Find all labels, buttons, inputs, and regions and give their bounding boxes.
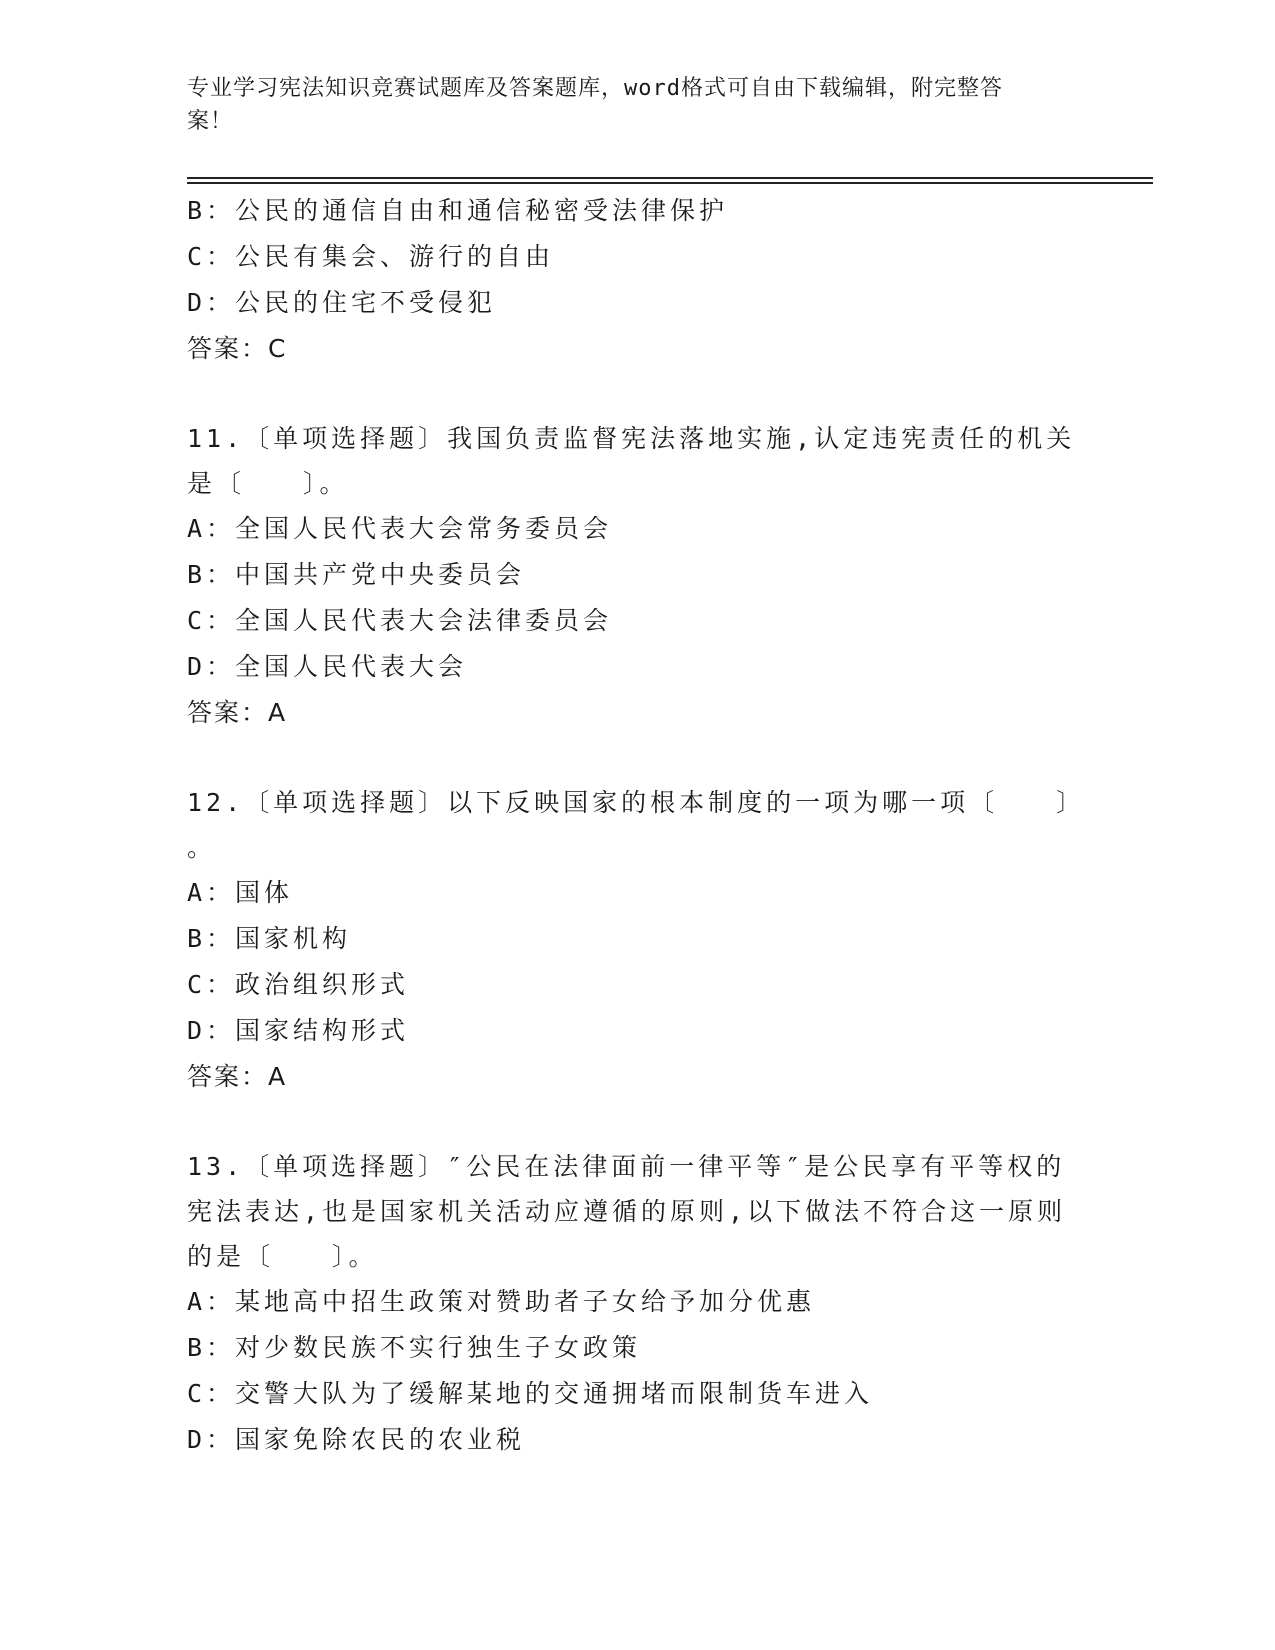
question-block-11 [187, 416, 1087, 736]
option-a: A：全国人民代表大会常务委员会 [187, 514, 613, 543]
header-line-2: 案！ [187, 109, 234, 134]
question-text-line: 是〔 〕。 [187, 469, 349, 498]
option-b: B：公民的通信自由和通信秘密受法律保护 [187, 196, 729, 225]
question-block-12 [187, 780, 1087, 1100]
question-block-10 [187, 188, 1087, 372]
option-d: D：国家结构形式 [187, 1016, 410, 1045]
header-divider-top [187, 177, 1153, 179]
answer-label: 答案：A [187, 698, 288, 727]
question-text-line: 12.〔单项选择题〕以下反映国家的根本制度的一项为哪一项〔 〕 [187, 788, 1086, 817]
option-d: D：公民的住宅不受侵犯 [187, 288, 497, 317]
option-b: B：中国共产党中央委员会 [187, 560, 526, 589]
option-d: D：国家免除农民的农业税 [187, 1425, 526, 1454]
option-b: B：对少数民族不实行独生子女政策 [187, 1333, 642, 1362]
answer-label: 答案：C [187, 334, 288, 363]
option-d: D：全国人民代表大会 [187, 652, 468, 681]
spacer [187, 1100, 1087, 1144]
header-line-1: 专业学习宪法知识竞赛试题库及答案题库，word格式可自由下载编辑，附完整答 [187, 76, 1003, 101]
spacer [187, 372, 1087, 416]
question-text-line: 11.〔单项选择题〕我国负责监督宪法落地实施,认定违宪责任的机关 [187, 424, 1076, 453]
option-c: C：全国人民代表大会法律委员会 [187, 606, 613, 635]
option-c: C：政治组织形式 [187, 970, 410, 999]
question-text-line: 宪法表达,也是国家机关活动应遵循的原则,以下做法不符合这一原则 [187, 1197, 1067, 1226]
option-c: C：交警大队为了缓解某地的交通拥堵而限制货车进入 [187, 1379, 874, 1408]
answer-label: 答案：A [187, 1062, 288, 1091]
question-list [187, 188, 1087, 1463]
question-text-line: 13.〔单项选择题〕″公民在法律面前一律平等″是公民享有平等权的 [187, 1152, 1066, 1181]
spacer [187, 736, 1087, 780]
option-c: C：公民有集会、游行的自由 [187, 242, 555, 271]
question-text-line: 的是〔 〕。 [187, 1242, 378, 1271]
header-divider-bottom [187, 182, 1153, 184]
option-a: A：国体 [187, 878, 294, 907]
option-b: B：国家机构 [187, 924, 352, 953]
option-a: A：某地高中招生政策对赞助者子女给予加分优惠 [187, 1287, 816, 1316]
question-text-line: 。 [187, 833, 217, 862]
question-block-13 [187, 1144, 1087, 1463]
document-header [187, 72, 1067, 138]
